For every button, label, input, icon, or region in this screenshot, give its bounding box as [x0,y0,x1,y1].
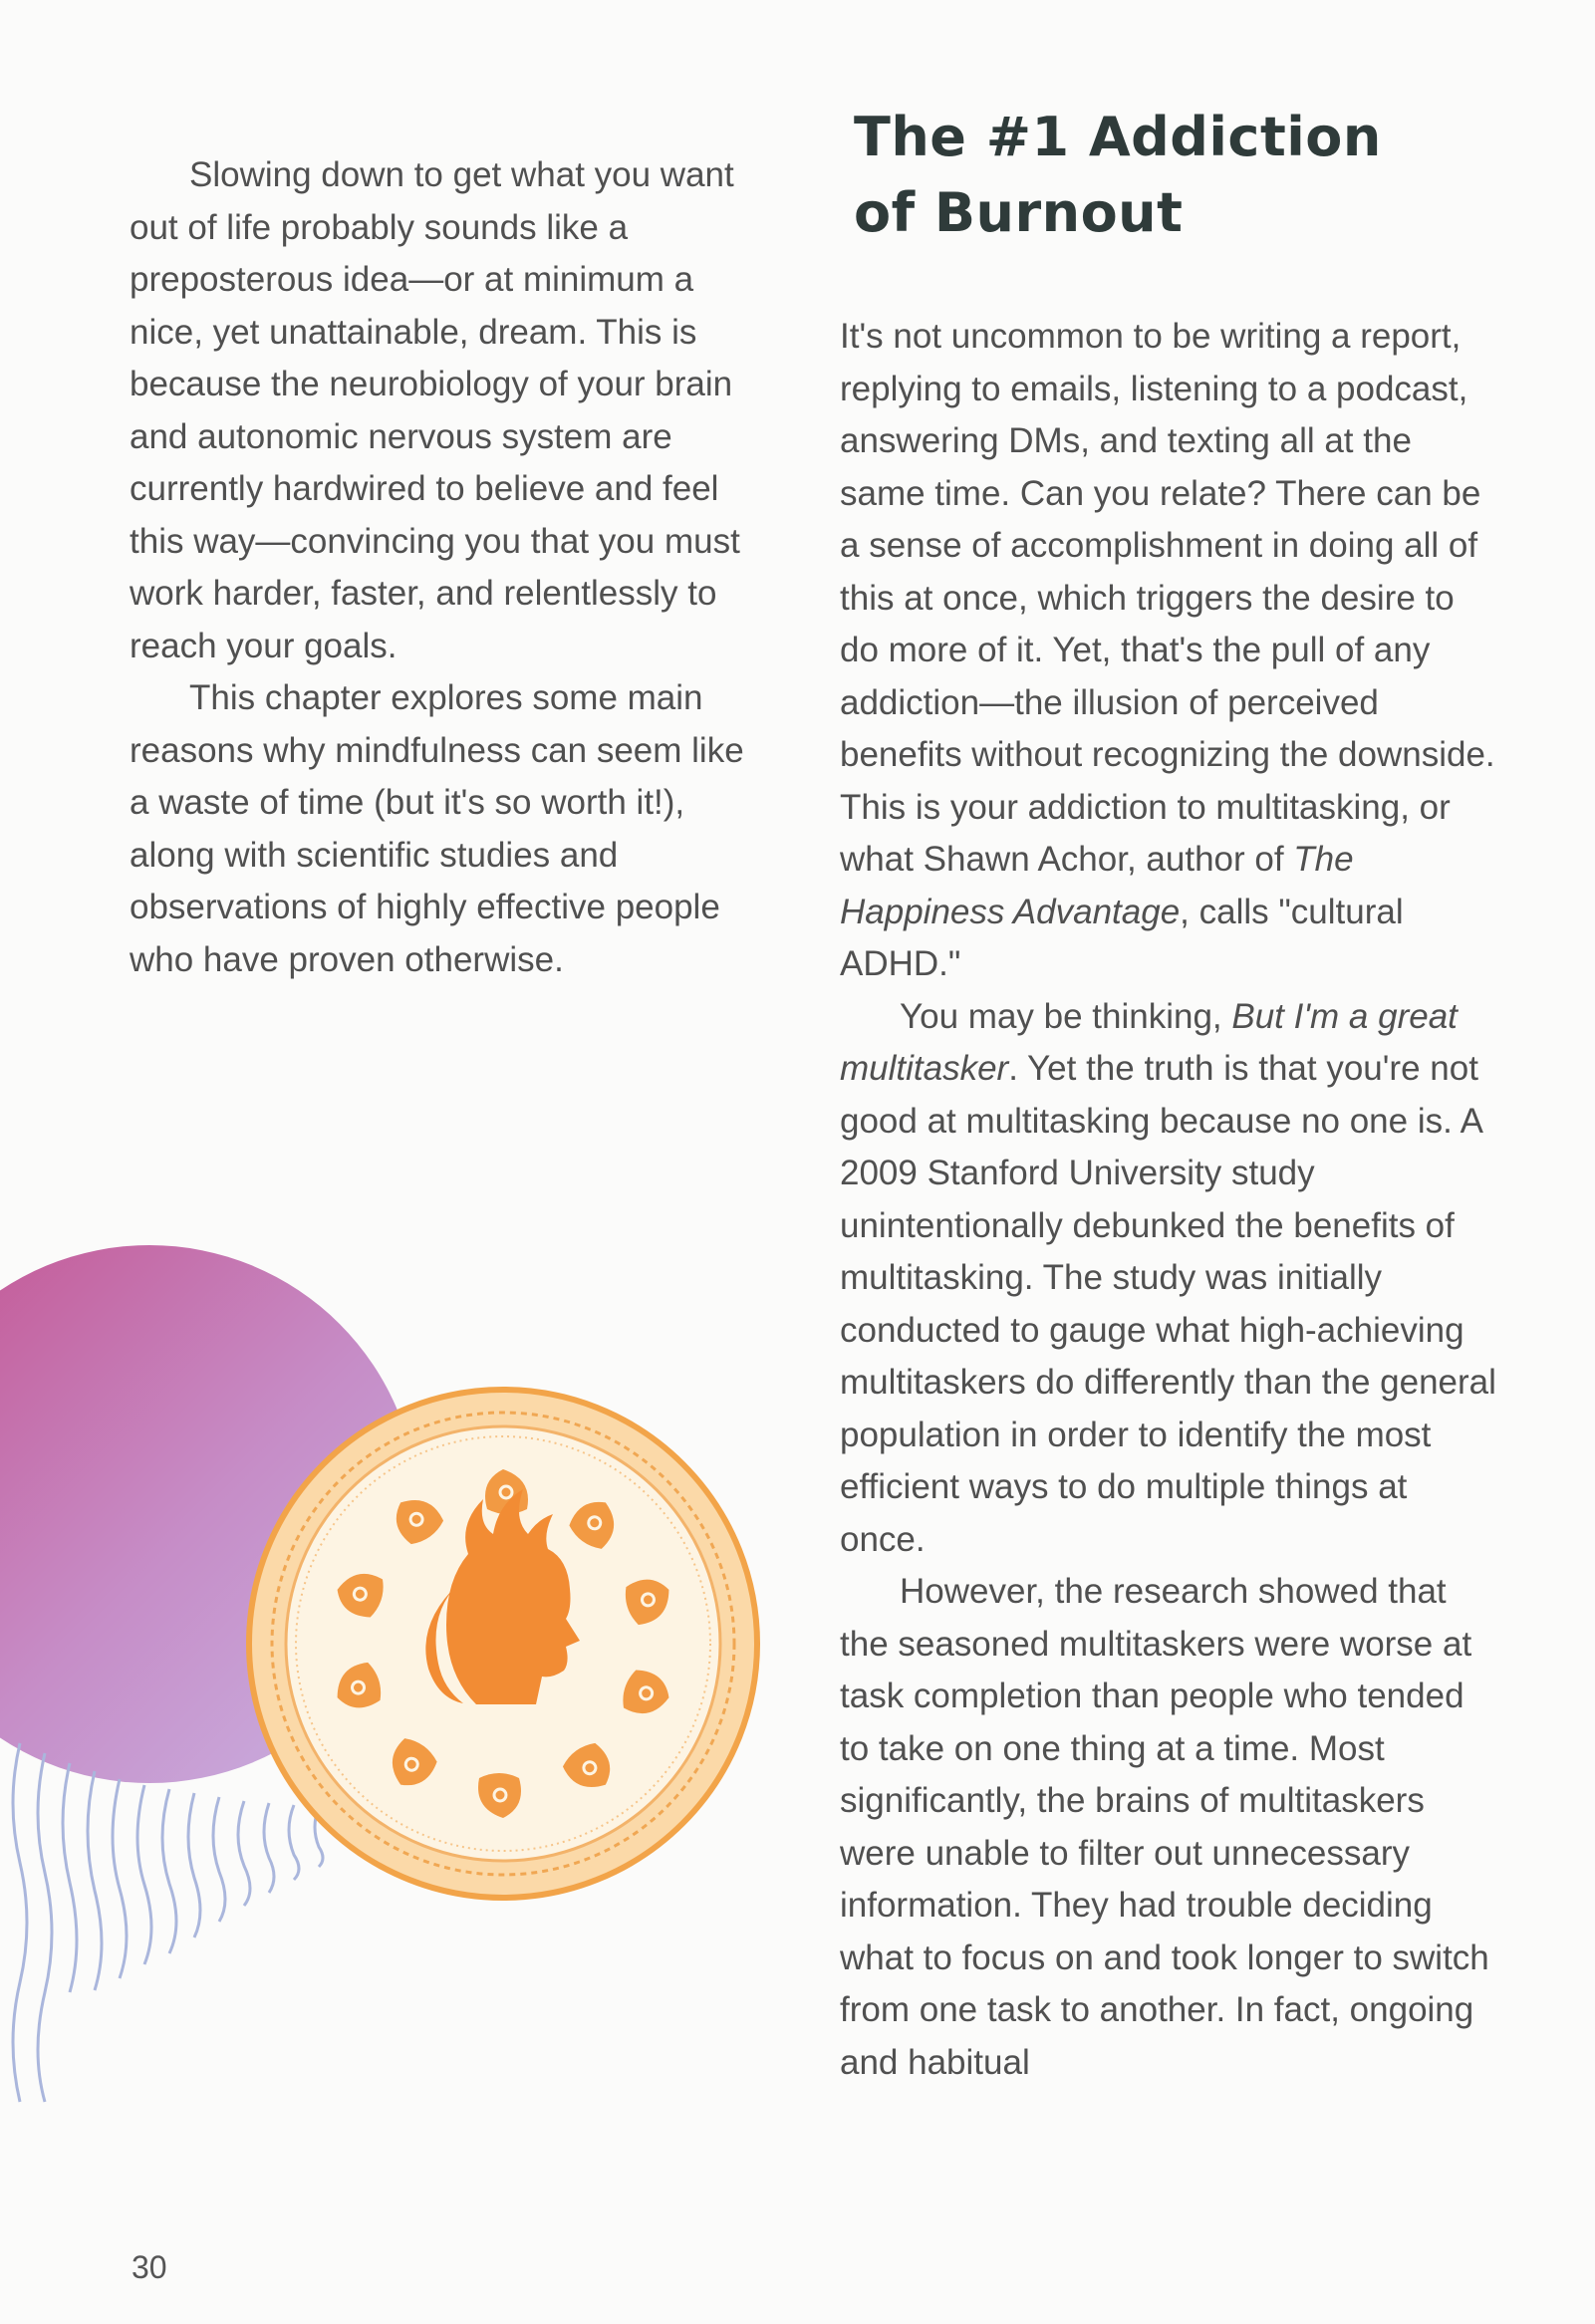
left-column [130,149,757,986]
stanford-study-paragraph [840,991,1497,1567]
intro-paragraph: Slowing down to get what you want out of life probably sounds like a preposterous idea—or at minimum a nice, yet unattainable, dream. This is because the neurobiology of your brain and autonomic nervous system are currently hardwired to believe and feel this way—convincing you that you must work harder, faster, and relentlessly to reach your goals. [130,155,740,665]
book-title: The Happiness Advantage [840,840,1354,931]
right-column [840,100,1497,2089]
p1-text-b: , calls "cultural ADHD." [840,892,1404,983]
section-heading-line2: of Burnout [854,181,1184,244]
research-findings-paragraph: However, the research showed that the seasoned multitaskers were worse at task completion than people who tended to take on one thing at a time. Most significantly, the brains of multitaskers were unable to filter out unnecessary information. They had trouble deciding what to focus on and took longer to switch from one task to another. In fact, ongoing and habitual [840,1572,1489,2082]
section-body [840,311,1497,2089]
page-number: 30 [132,2249,167,2285]
chapter-overview-paragraph: This chapter explores some main reasons why mindfulness can seem like a waste of time (but it's so worth it!), along with scientific studies and observations of highly effective people who have proven otherwise. [130,678,744,979]
section-heading-line1: The #1 Addiction [854,106,1382,168]
section-heading [854,100,1497,251]
p1-text-a: It's not uncommon to be writing a report, replying to emails, listening to a podcast, answering DMs, and texting all at the same time. Can you relate? There can be a sense of accomplishment in doing all of this at once, which triggers the desire to do more of it. Yet, that's the pull of any addiction—the illusion of perceived benefits without recognizing the downside. This is your addiction to multitasking, or what Shawn Achor, author of [840,317,1495,879]
p2-text-a: You may be thinking, [900,996,1232,1036]
p2-italic: But I'm a great multitasker [840,996,1458,1088]
decorative-illustration [0,1225,777,2201]
multitasking-paragraph [840,311,1497,991]
p2-text-b: . Yet the truth is that you're not good at multitasking because no one is. A 2009 Stanford University study unintentionally debunked the benefits of multitasking. The study was initially conducted to gauge what high-achieving multitaskers do differently than the general population in order to identify the most efficient ways to do multiple things at once. [840,1049,1496,1559]
sun-medallion-icon [249,1390,757,1898]
